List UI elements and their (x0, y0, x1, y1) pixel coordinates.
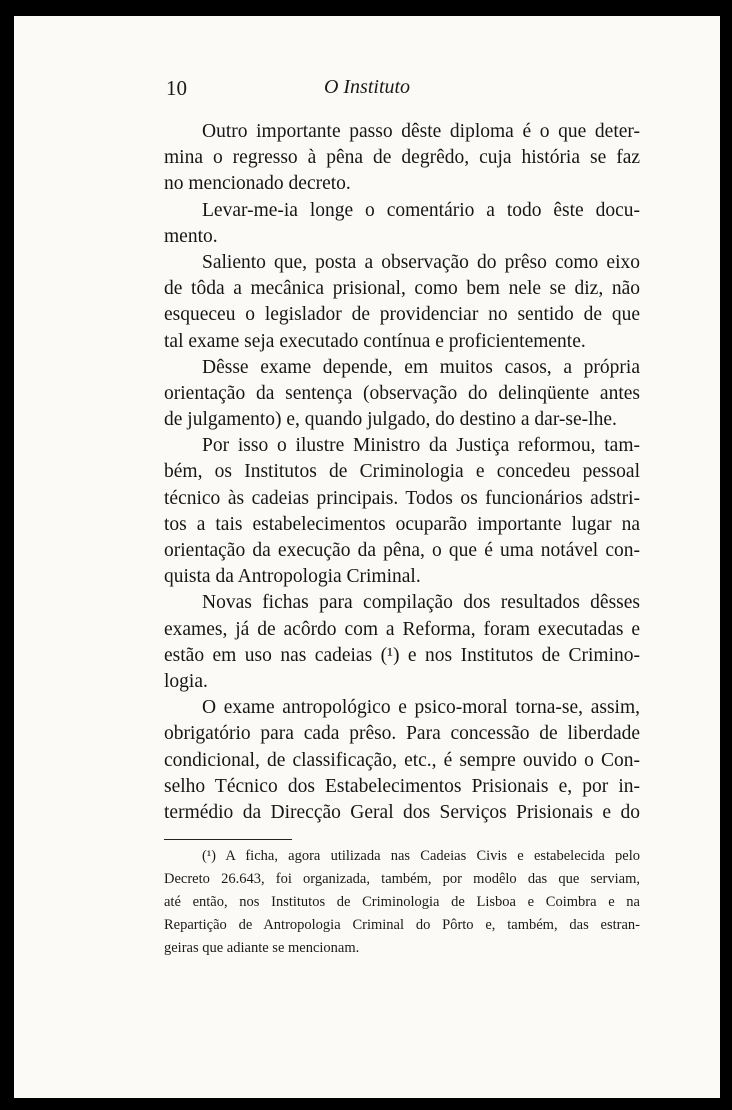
footnote-line: Repartição de Antropologia Criminal do Pôrto e, também, das estran- (164, 917, 640, 933)
text-line: de tôda a mecânica prisional, como bem nele se diz, não (164, 278, 640, 300)
page-header (14, 76, 720, 106)
footnote (164, 845, 640, 960)
footnote-line: geiras que adiante se mencionam. (164, 940, 360, 956)
text-line: estão em uso nas cadeias (¹) e nos Institutos de Crimino- (164, 644, 640, 666)
text-line: exames, já de acôrdo com a Reforma, foram executadas e (164, 618, 640, 640)
text-line: orientação da sentença (observação do delinqüente antes (164, 382, 640, 404)
text-line: logia. (164, 670, 208, 692)
text-line: quista da Antropologia Criminal. (164, 566, 421, 588)
book-page (14, 16, 720, 1098)
footnote-line: até então, nos Institutos de Criminologia de Lisboa e Coimbra e na (164, 894, 640, 910)
text-line: selho Técnico dos Estabelecimentos Prisionais e, por in- (164, 775, 640, 797)
text-line: condicional, de classificação, etc., é sempre ouvido o Con- (164, 749, 640, 771)
text-line: bém, os Institutos de Criminologia e concedeu pessoal (164, 461, 640, 483)
text-line: orientação da execução da pêna, o que é uma notável con- (164, 540, 640, 561)
text-line: Dêsse exame depende, em muitos casos, a própria (202, 356, 640, 378)
footnote-line: Decreto 26.643, foi organizada, também, por modêlo das que serviam, (164, 871, 640, 887)
footnote-line: (¹) A ficha, agora utilizada nas Cadeias Civis e estabelecida pelo (202, 848, 640, 864)
text-line: Novas fichas para compilação dos resultados dêsses (202, 592, 640, 614)
running-title: O Instituto (323, 76, 411, 98)
page-number: 10 (166, 76, 187, 100)
text-line: Levar-me-ia longe o comentário a todo êste docu- (202, 199, 640, 221)
text-line: mina o regresso à pêna de degrêdo, cuja história se faz (164, 147, 640, 169)
text-line: Por isso o ilustre Ministro da Justiça reformou, tam- (202, 435, 640, 457)
body-text (164, 119, 640, 826)
text-line: esqueceu o legislador de providenciar no sentido de que (164, 304, 640, 326)
text-line: tal exame seja executado contínua e proficientemente. (164, 330, 586, 352)
text-line: de julgamento) e, quando julgado, do destino a dar-se-lhe. (164, 409, 617, 431)
text-line: técnico às cadeias principais. Todos os funcionários adstri- (164, 487, 640, 509)
text-line: obrigatório para cada prêso. Para concessão de liberdade (164, 723, 640, 745)
text-line: no mencionado decreto. (164, 173, 351, 195)
footnote-divider (164, 839, 292, 840)
text-line: mento. (164, 225, 218, 247)
text-line: Outro importante passo dêste diploma é o que deter- (202, 121, 640, 142)
text-line: termédio da Direcção Geral dos Serviços Prisionais e do (164, 801, 640, 823)
text-line: O exame antropológico e psico-moral torna-se, assim, (202, 697, 640, 719)
text-line: Saliento que, posta a observação do prêso como eixo (202, 251, 640, 273)
text-line: tos a tais estabelecimentos ocuparão importante lugar na (164, 513, 640, 535)
